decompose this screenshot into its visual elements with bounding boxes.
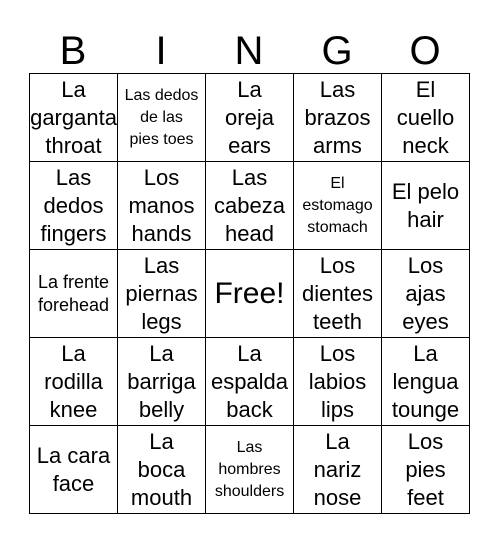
bingo-cell[interactable]: Los dientes teeth	[294, 250, 382, 338]
bingo-cell[interactable]: Los ajas eyes	[382, 250, 470, 338]
bingo-cell[interactable]: La barriga belly	[118, 338, 206, 426]
header-letter-i: I	[155, 29, 167, 73]
bingo-cell[interactable]: Los labios lips	[294, 338, 382, 426]
bingo-cell[interactable]: El pelo hair	[382, 162, 470, 250]
bingo-cell[interactable]: Los pies feet	[382, 426, 470, 514]
bingo-cell[interactable]: La cara face	[30, 426, 118, 514]
bingo-cell[interactable]: La garganta throat	[30, 74, 118, 162]
bingo-cell[interactable]: La boca mouth	[118, 426, 206, 514]
bingo-cell[interactable]: La frente forehead	[30, 250, 118, 338]
bingo-cell[interactable]: Los manos hands	[118, 162, 206, 250]
bingo-cell[interactable]: El cuello neck	[382, 74, 470, 162]
bingo-cell[interactable]: Las dedos fingers	[30, 162, 118, 250]
bingo-cell[interactable]: Las brazos arms	[294, 74, 382, 162]
bingo-cell[interactable]: Las piernas legs	[118, 250, 206, 338]
free-cell[interactable]: Free!	[206, 250, 294, 338]
header-letter-o: O	[409, 29, 441, 73]
header-letter-g: G	[321, 29, 353, 73]
bingo-grid	[29, 73, 470, 514]
bingo-cell[interactable]: La espalda back	[206, 338, 294, 426]
bingo-cell[interactable]: Las hombres shoulders	[206, 426, 294, 514]
bingo-cell[interactable]: La nariz nose	[294, 426, 382, 514]
bingo-header	[29, 28, 470, 74]
header-letter-b: B	[59, 29, 87, 73]
bingo-cell[interactable]: La lengua tounge	[382, 338, 470, 426]
header-letter-n: N	[234, 29, 264, 73]
bingo-cell[interactable]: El estomago stomach	[294, 162, 382, 250]
bingo-cell[interactable]: Las cabeza head	[206, 162, 294, 250]
bingo-cell[interactable]: La rodilla knee	[30, 338, 118, 426]
bingo-cell[interactable]: La oreja ears	[206, 74, 294, 162]
bingo-cell[interactable]: Las dedos de las pies toes	[118, 74, 206, 162]
